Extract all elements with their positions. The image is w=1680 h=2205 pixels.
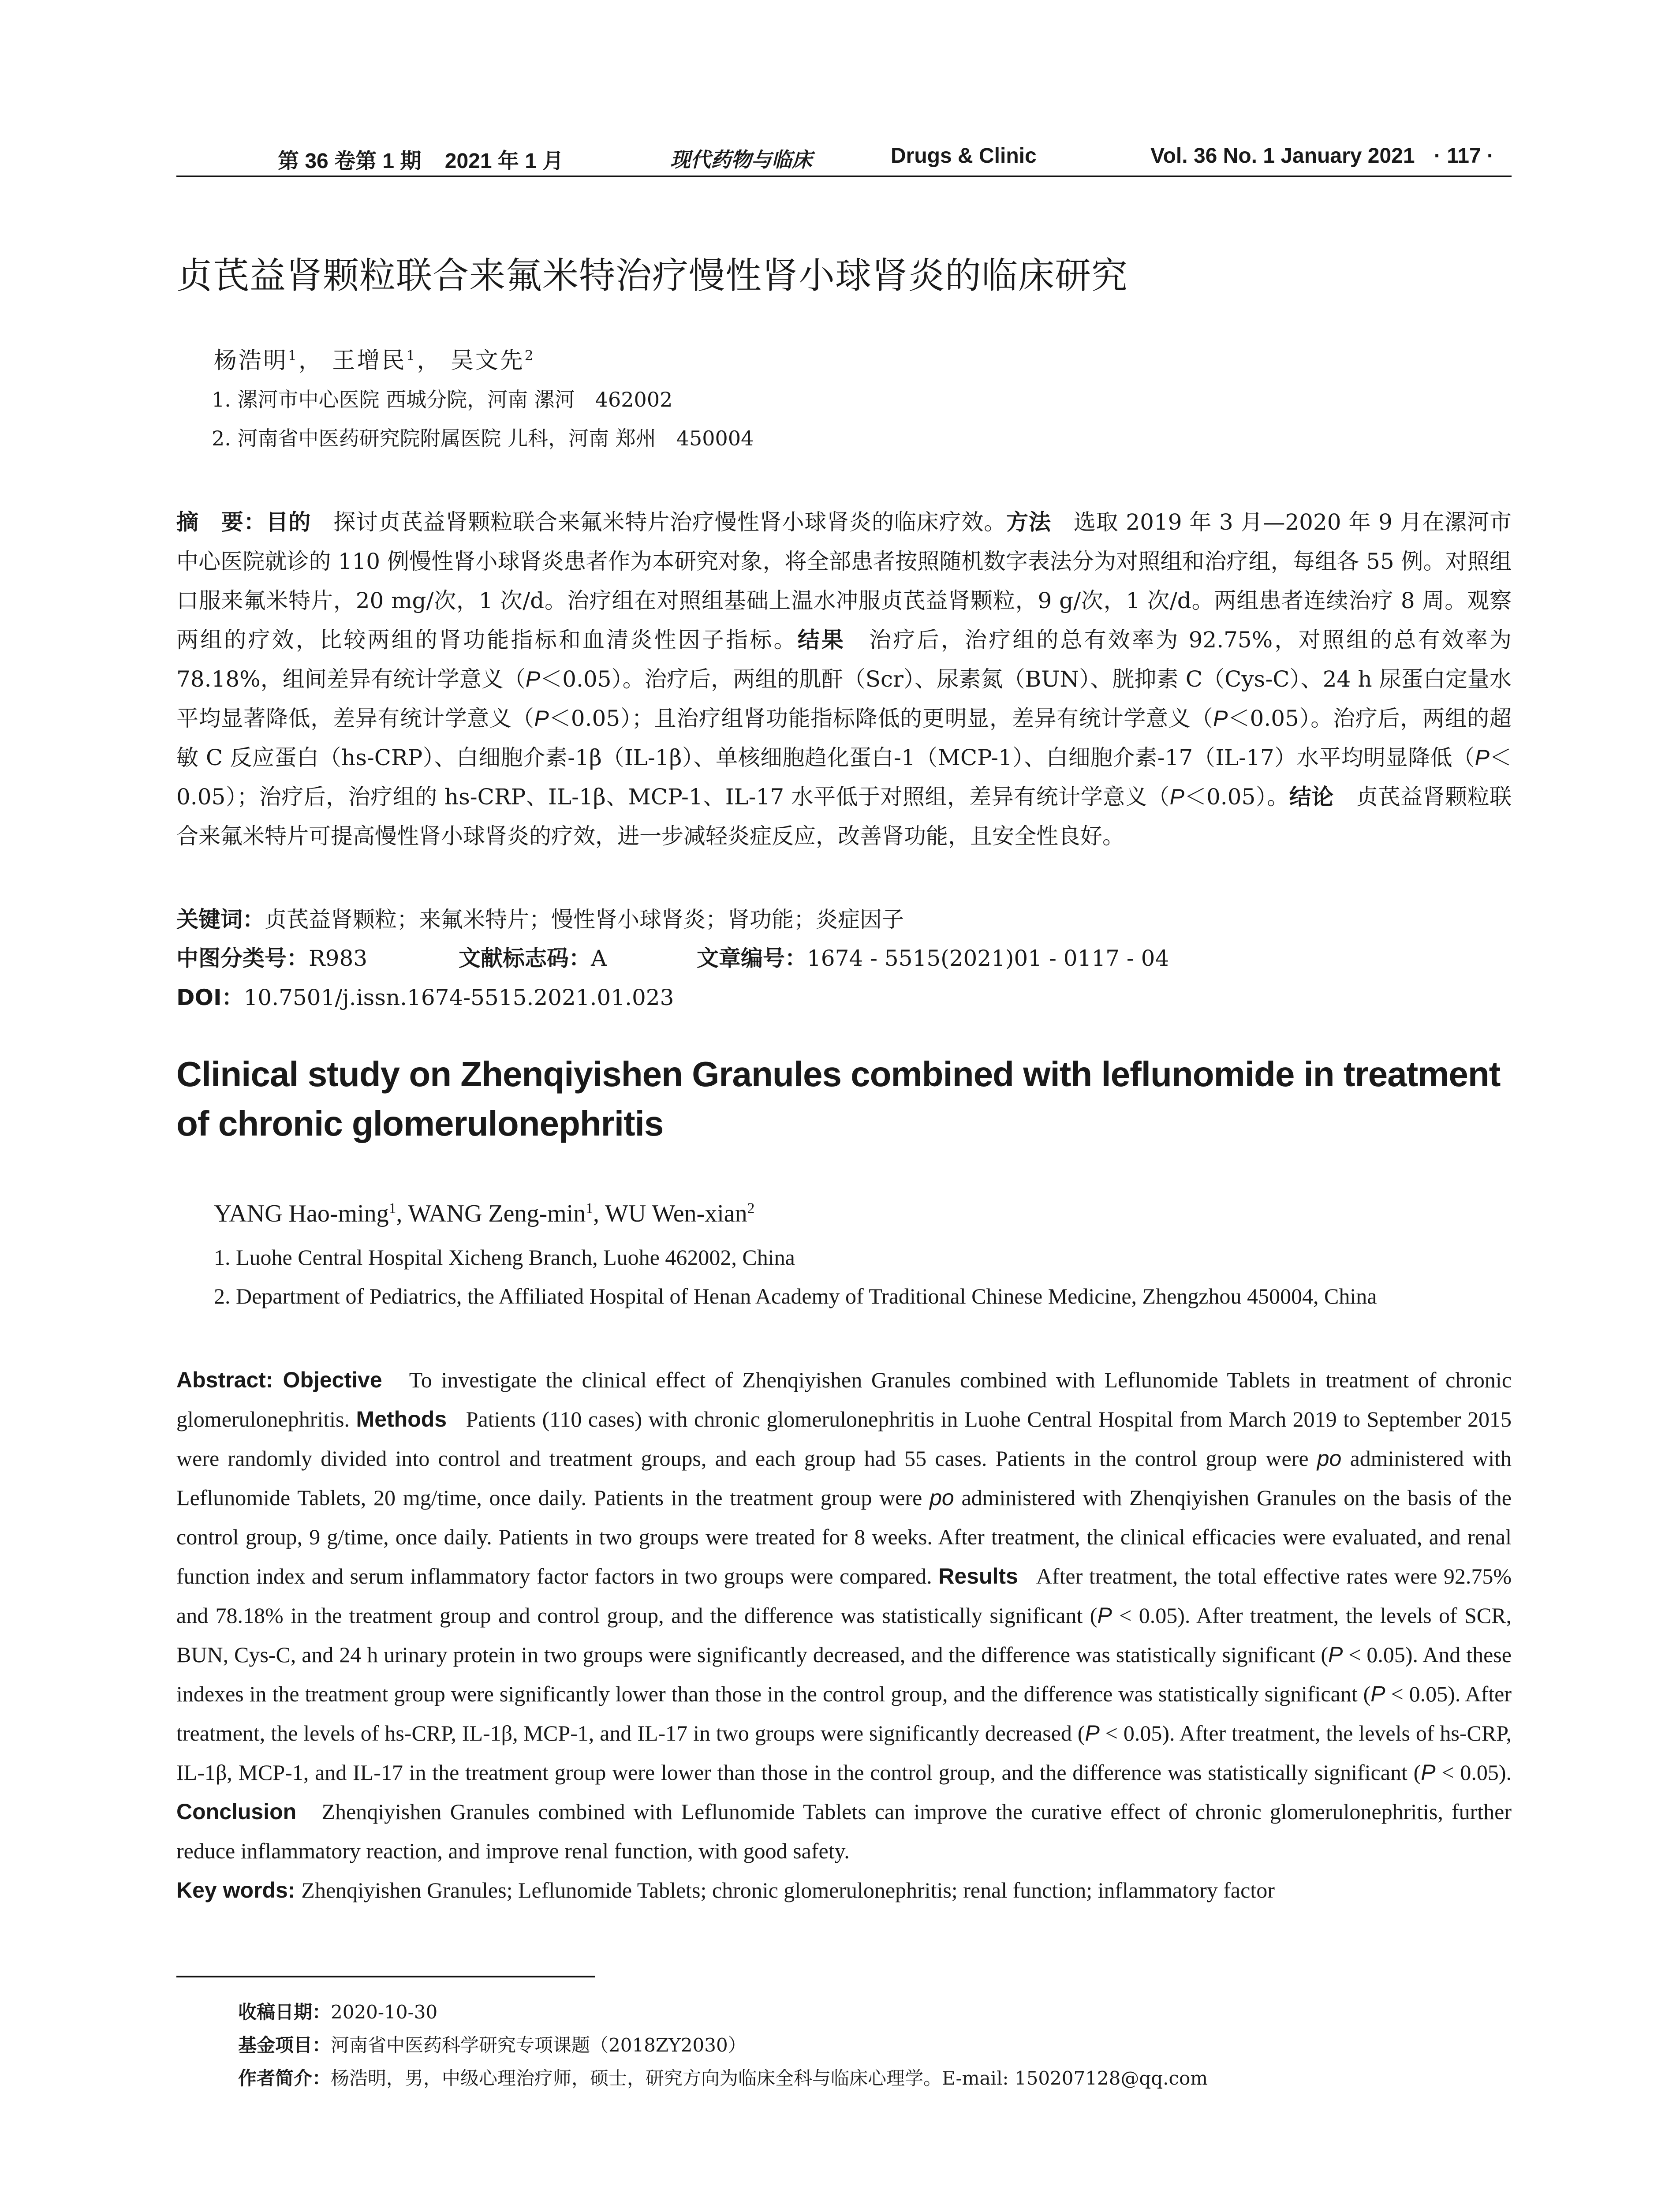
footnote-author [238,2064,1208,2090]
cn-results-text: ＜0.05）。 [1184,784,1289,810]
en-conclusion-text: Zhenqiyishen Granules combined with Leflunomide Tablets can improve the curative effect of chronic glomerulonephritis, further reduce inflammatory reaction, and improve renal function, with good safety. [176,1799,1512,1863]
cn-author-sup: 1 [288,348,299,364]
header-journal-cn: 现代药物与临床 [670,148,812,172]
cn-p-symbol: P [534,706,549,731]
cn-results-text: ＜0.05）。治疗后，两组的超敏 C 反应蛋白（hs-CRP）、白细胞介素-1β（IL-1β）、单核细胞趋化蛋白-1（MCP-1）、白细胞介素-17（IL-17）水平均明显降低（ [176,706,1512,770]
cn-doi [176,980,1512,1012]
cn-keywords-label: 关键词： [176,907,265,932]
header-volume-page [1150,144,1494,168]
author-bio-label: 作者简介： [238,2067,331,2089]
cn-doc-code [459,941,607,972]
cn-clc [176,941,367,972]
cn-results-text: ＜0.05）。治疗后，两组的肌酐（Scr）、尿素氮（BUN）、胱抑素 C（Cys-C）、24 h 尿蛋白定量水平均显著降低，差异有统计学意义（ [176,666,1512,731]
cn-conclusion-label: 结论 [1289,784,1334,810]
cn-keywords-text: 贞芪益肾颗粒；来氟米特片；慢性肾小球肾炎；肾功能；炎症因子 [265,907,904,932]
cn-keywords [176,902,1512,934]
en-results-text: < 0.05). And these indexes in the treatment group were significantly lower than those in the control group, and the difference was statistically significant ( [176,1642,1512,1706]
cn-p-symbol: P [1169,785,1184,809]
cn-author-sup: 2 [524,348,535,364]
cn-classification [176,941,1512,971]
cn-results-text: ＜0.05）；治疗后，治疗组的 hs-CRP、IL-1β、MCP-1、IL-17 水平低于对照组，差异有统计学意义（ [176,745,1512,810]
cn-results-text: 治疗后，治疗组的总有效率为 92.75%，对照组的总有效率为 78.18%，组间差异有统计学意义（ [176,627,1512,692]
en-p-symbol: P [1328,1642,1343,1667]
header-date-cn: 2021 年 1 月 [444,149,564,173]
en-author: YANG Hao-ming [214,1200,389,1227]
fund-value: 河南省中医药科学研究专项课题（2018ZY2030） [331,2034,747,2056]
author-bio-value: 杨浩明，男，中级心理治疗师，硕士，研究方向为临床全科与临床心理学。E-mail: 150207128@qq.com [331,2067,1208,2089]
en-affiliation-2: 2. Department of Pediatrics, the Affiliated Hospital of Henan Academy of Traditional Chinese Medicine, Zhengzhou 450004, China [214,1284,1377,1308]
en-conclusion-label: Conclusion [176,1799,297,1824]
header-page-number: · 117 · [1434,144,1494,168]
en-po: po [930,1485,954,1510]
cn-p-symbol: P [525,667,541,691]
en-author-sup: 1 [586,1200,594,1217]
en-methods-label: Methods [356,1407,447,1431]
en-authors: YANG Hao-ming$^1$, WANG Zeng-$\min^1$, WU Wen-xian$^2$ [214,1200,755,1227]
cn-affiliation-1: 1. 漯河市中心医院 西城分院，河南 漯河 462002 [212,388,673,411]
cn-authors: 杨浩明$^1$， 王增民$^1$， 吴文先$^2$ [214,348,535,374]
header-volume-en: Vol. 36 No. 1 January 2021 [1150,144,1415,168]
cn-methods-text: 选取 2019 年 3 月—2020 年 9 月在漯河市中心医院就诊的 110 例慢性肾小球肾炎患者作为本研究对象，将全部患者按照随机数字表法分为对照组和治疗组，每组各 55 例。对照组口服来氟米特片，20 mg/次，1 次/d。治疗组在对照组基础上温水冲服贞芪益肾颗粒，9 g/次，1 次/d。两组患者连续治疗 8 周。观察两组的疗效，比较两组的肾功能指标和血清炎性因子指标。 [176,509,1512,653]
cn-objective-text: 探讨贞芪益肾颗粒联合来氟米特片治疗慢性肾小球肾炎的临床疗效。 [333,509,1007,535]
en-objective-text: To investigate the clinical effect of Zhenqiyishen Granules combined with Leflunomide Tablets in treatment of chronic glomerulonephritis. [176,1368,1512,1431]
cn-doc-label: 文献标志码： [459,946,591,971]
en-results-text: < 0.05). After treatment, the levels of hs-CRP, IL-1β, MCP-1, and IL-17 in two groups were significantly decreased ( [176,1682,1512,1745]
cn-doi-value: 10.7501/j.issn.1674-5515.2021.01.023 [243,985,674,1010]
cn-doc-value: A [591,946,607,971]
en-methods-text: administered with Zhenqiyishen Granules on the basis of the control group, 9 g/time, once daily. Patients in two groups were treated for 8 weeks. After treatment, the clinical efficacies were evaluated, and renal function index and serum inflammatory factor factors in two groups were compared. [176,1485,1512,1588]
cn-clc-value: R983 [309,946,368,971]
en-objective-label: Objective [283,1368,382,1392]
cn-author: 王增民 [332,348,407,374]
en-keywords-label: Key words: [176,1878,302,1902]
en-results-text: < 0.05). After treatment, the levels of hs-CRP, IL-1β, MCP-1, and IL-17 in the treatment group were lower than those in the control group, and the difference was statistically significant ( [176,1721,1512,1785]
cn-conclusion-text: 贞芪益肾颗粒联合来氟米特片可提高慢性肾小球肾炎的疗效，进一步减轻炎症反应，改善肾功能，且安全性良好。 [176,784,1512,849]
cn-author: 杨浩明 [214,348,288,374]
en-results-label: Results [938,1564,1018,1588]
cn-p-symbol: P [1213,706,1228,731]
en-p-symbol: P [1421,1760,1436,1785]
cn-article-number [697,941,1169,972]
en-p-symbol: P [1097,1603,1112,1628]
en-results-text: < 0.05). [1435,1760,1512,1785]
cn-article-label: 文章编号： [697,946,807,971]
en-results-text: After treatment, the total effective rates were 92.75% and 78.18% in the treatment group and control group, and the difference was statistically significant ( [176,1564,1512,1628]
cn-article-value: 1674 - 5515(2021)01 - 0117 - 04 [807,946,1169,971]
received-value: 2020-10-30 [331,2001,438,2023]
en-author-sup: 2 [747,1200,755,1217]
en-abstract-label: Abstract: [176,1368,283,1392]
en-author: WU Wen-xian [605,1200,747,1227]
header-volume-issue-cn: 第 36 卷第 1 期 [278,149,422,173]
en-title: Clinical study on Zhenqiyishen Granules combined with leflunomide in treatment of chronic glomerulonephritis [176,1054,1501,1143]
cn-clc-label: 中图分类号： [176,946,309,971]
cn-author: 吴文先 [450,348,525,374]
cn-doi-label: DOI： [176,985,244,1010]
cn-abstract-label: 摘 要： [176,509,266,535]
en-p-symbol: P [1085,1721,1100,1745]
en-abstract [176,1360,1512,1910]
cn-objective-label: 目的 [266,509,311,535]
cn-title: 贞芪益肾颗粒联合来氟米特治疗慢性肾小球肾炎的临床研究 [176,255,1128,297]
en-po: po [1317,1446,1342,1471]
cn-results-text: ＜0.05）；且治疗组肾功能指标降低的更明显，差异有统计学意义（ [549,706,1213,731]
en-keywords-text: Zhenqiyishen Granules; Leflunomide Tablets; chronic glomerulonephritis; renal function; inflammatory factor [301,1878,1275,1902]
cn-author-sup: 1 [406,348,417,364]
en-methods-text: Patients (110 cases) with chronic glomerulonephritis in Luohe Central Hospital from March 2019 to September 2015 were randomly divided into control and treatment groups, and each group had 55 cases. Patients in the control group were [176,1407,1512,1471]
footnote-rule [176,1976,595,1977]
running-header [176,140,1512,177]
cn-affiliation-2: 2. 河南省中医药研究院附属医院 儿科，河南 郑州 450004 [212,426,754,450]
en-results-text: < 0.05). After treatment, the levels of SCR, BUN, Cys-C, and 24 h urinary protein in two groups were significantly decreased, and the difference was statistically significant ( [176,1603,1512,1667]
footnote-fund [238,2031,747,2057]
cn-results-label: 结果 [797,627,845,653]
received-label: 收稿日期： [238,2001,331,2023]
cn-methods-label: 方法 [1006,509,1051,535]
en-affiliation-1: 1. Luohe Central Hospital Xicheng Branch, Luohe 462002, China [214,1245,795,1270]
en-methods-text: administered with Leflunomide Tablets, 20 mg/time, once daily. Patients in the treatment group were [176,1446,1512,1510]
header-journal-en: Drugs & Clinic [891,144,1037,168]
fund-label: 基金项目： [238,2034,331,2056]
en-p-symbol: P [1370,1682,1385,1706]
cn-p-symbol: P [1475,745,1490,770]
en-author: WANG Zeng-min [408,1200,586,1227]
en-author-sup: 1 [388,1200,396,1217]
header-issue [278,144,581,174]
footnote-received [238,1998,437,2024]
cn-abstract [176,503,1512,856]
